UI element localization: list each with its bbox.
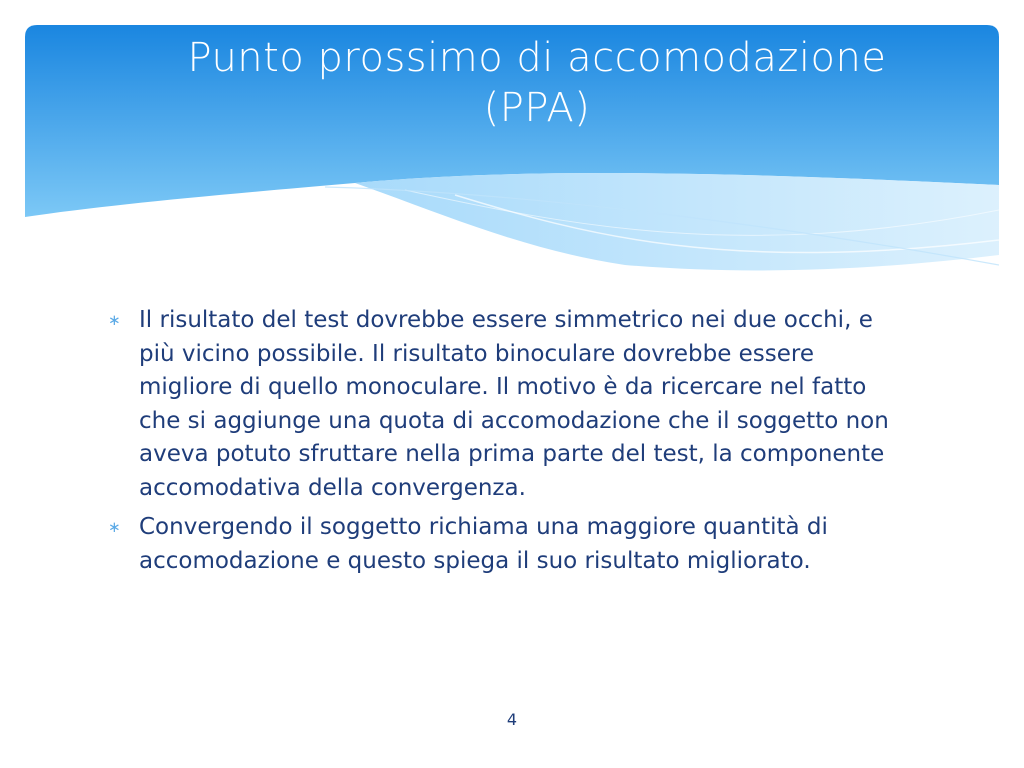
bullet-text: Il risultato del test dovrebbe essere simmetrico nei due occhi, e più vicino possibile. Il risultato binoculare dovrebbe essere migliore di quello monoculare. Il motivo è da ricercare nel fatto che si aggiunge una quota di accomodazione che il soggetto non aveva potuto sfruttare nella prima parte del test, la componente accomodativa della convergenza. (139, 307, 889, 501)
slide-title-line1: Punto prossimo di accomodazione (187, 35, 887, 81)
page-number: 4 (506, 710, 518, 729)
bullet-item (108, 511, 914, 578)
bullet-text: Convergendo il soggetto richiama una maggiore quantità di accomodazione e questo spiega il suo risultato migliorato. (139, 514, 828, 574)
slide-title (85, 33, 989, 133)
asterisk-bullet-icon: ∗ (108, 311, 121, 329)
slide-title-line2: (PPA) (483, 85, 591, 131)
bullet-item (108, 304, 914, 505)
header-band (25, 25, 999, 285)
asterisk-bullet-icon: ∗ (108, 518, 121, 536)
bullet-list (108, 304, 914, 584)
